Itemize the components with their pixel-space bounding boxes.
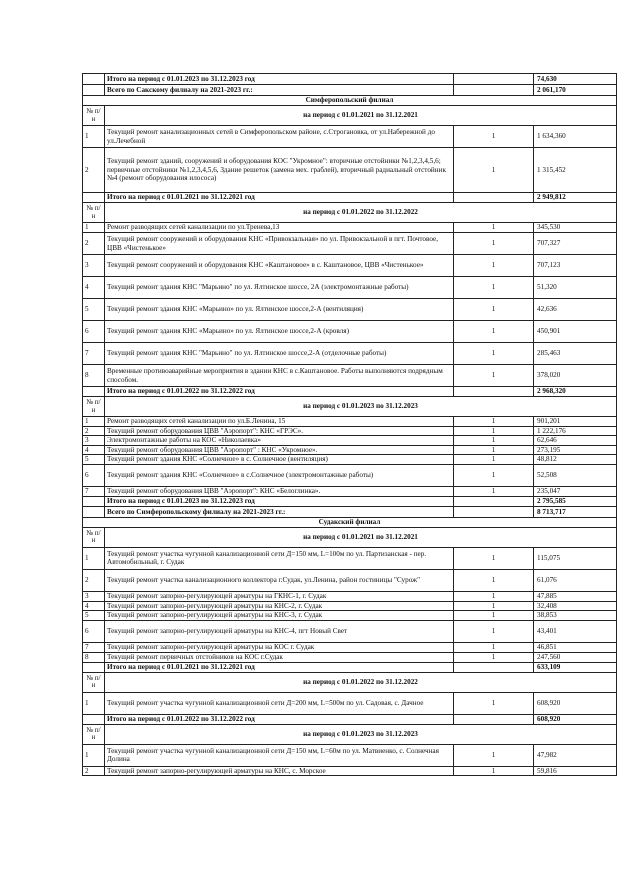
total-blank-cell <box>83 662 105 672</box>
table-row <box>83 642 617 652</box>
quantity-cell: 1 <box>454 455 534 465</box>
period-header-row <box>83 527 617 547</box>
work-description: Текущий ремонт участка канализационного коллектора г.Судак, ул.Ленина, район гостиницы "Сурож" <box>105 569 454 591</box>
row-number: 2 <box>83 426 105 436</box>
row-number: 5 <box>83 455 105 465</box>
row-number: 6 <box>83 321 105 343</box>
amount-cell: 62,646 <box>534 436 617 446</box>
row-number: 1 <box>83 744 105 766</box>
row-number: 1 <box>83 417 105 427</box>
work-description: Ремонт разводящих сетей канализации по ул.Тренева,13 <box>105 223 454 233</box>
total-row <box>83 74 617 85</box>
period-header-row <box>83 724 617 744</box>
total-sum: 2 061,170 <box>534 85 617 96</box>
amount-cell: 43,401 <box>534 620 617 642</box>
work-description: Текущий ремонт здания КНС «Солнечное» в с.Солнечное (электромонтажные работы) <box>105 464 454 486</box>
total-blank-cell <box>454 662 534 672</box>
period-header-row <box>83 203 617 223</box>
row-number: 1 <box>83 547 105 569</box>
amount-cell: 345,530 <box>534 223 617 233</box>
quantity-cell: 1 <box>454 445 534 455</box>
quantity-cell: 1 <box>454 277 534 299</box>
table-row <box>83 343 617 365</box>
amount-cell: 247,560 <box>534 652 617 662</box>
work-description: Текущий ремонт здания КНС «Марьино» по ул. Ялтинское шоссе,2-А (вентиляция) <box>105 299 454 321</box>
period-header: на период с 01.01.2021 по 31.12.2021 <box>105 106 617 126</box>
row-number: 3 <box>83 436 105 446</box>
quantity-cell: 1 <box>454 486 534 496</box>
table-row <box>83 148 617 193</box>
work-description: Текущий ремонт запорно-регулирующей арматуры на ГКНС-1, г. Судак <box>105 591 454 601</box>
quantity-cell: 1 <box>454 417 534 427</box>
table-row <box>83 321 617 343</box>
quantity-cell: 1 <box>454 692 534 714</box>
total-label: Итого на период с 01.01.2021 по 31.12.2021 год <box>105 193 454 203</box>
total-sum: 74,630 <box>534 74 617 85</box>
work-description: Текущий ремонт сооружений и оборудования КНС «Каштановое» в с. Каштановое, ЦВВ «Чистенькое» <box>105 255 454 277</box>
amount-cell: 38,853 <box>534 611 617 621</box>
table-row <box>83 591 617 601</box>
work-description: Текущий ремонт первичных отстойников на КОС г.Судак <box>105 652 454 662</box>
period-header-row <box>83 397 617 417</box>
work-description: Ремонт разводящих сетей канализации по ул.Б.Ленина, 15 <box>105 417 454 427</box>
table-row <box>83 744 617 766</box>
section-title-row <box>83 517 617 527</box>
amount-cell: 608,920 <box>534 692 617 714</box>
table-row <box>83 233 617 255</box>
period-header: на период с 01.01.2022 по 31.12.2022 <box>105 203 617 223</box>
table-row <box>83 486 617 496</box>
total-blank-cell <box>454 74 534 85</box>
table-row <box>83 365 617 387</box>
total-label: Всего по Симферопольскому филиалу на 2021-2023 гг.: <box>105 506 454 517</box>
total-row <box>83 506 617 517</box>
quantity-cell: 1 <box>454 464 534 486</box>
period-header-row <box>83 672 617 692</box>
table-row <box>83 464 617 486</box>
quantity-cell: 1 <box>454 620 534 642</box>
total-label: Всего по Сакскому филиалу на 2021-2023 гг.: <box>105 85 454 96</box>
total-blank-cell <box>83 387 105 397</box>
total-blank-cell <box>83 714 105 724</box>
section-title: Судакский филиал <box>83 517 617 527</box>
total-blank-cell <box>83 85 105 96</box>
quantity-cell: 1 <box>454 233 534 255</box>
amount-cell: 42,636 <box>534 299 617 321</box>
table-row <box>83 277 617 299</box>
quantity-cell: 1 <box>454 611 534 621</box>
quantity-cell: 1 <box>454 652 534 662</box>
quantity-cell: 1 <box>454 365 534 387</box>
amount-cell: 51,320 <box>534 277 617 299</box>
total-label: Итого на период с 01.01.2022 по 31.12.2022 год <box>105 387 454 397</box>
table-row <box>83 223 617 233</box>
total-blank-cell <box>454 387 534 397</box>
row-number: 8 <box>83 365 105 387</box>
amount-cell: 47,885 <box>534 591 617 601</box>
row-number: 7 <box>83 486 105 496</box>
quantity-cell: 1 <box>454 255 534 277</box>
total-blank-cell <box>83 74 105 85</box>
quantity-cell: 1 <box>454 426 534 436</box>
amount-cell: 115,075 <box>534 547 617 569</box>
table-row <box>83 455 617 465</box>
quantity-cell: 1 <box>454 591 534 601</box>
work-description: Текущий ремонт оборудования ЦВВ "Аэропорт" : КНС «Укромное». <box>105 445 454 455</box>
table-row <box>83 569 617 591</box>
work-description: Текущий ремонт запорно-регулирующей арматуры на КОС г. Судак <box>105 642 454 652</box>
total-row <box>83 714 617 724</box>
total-label: Итого на период с 01.01.2021 по 31.12.2021 год <box>105 662 454 672</box>
total-blank-cell <box>83 193 105 203</box>
total-sum: 608,920 <box>534 714 617 724</box>
table-row <box>83 692 617 714</box>
table-row <box>83 436 617 446</box>
total-sum: 2 968,320 <box>534 387 617 397</box>
total-blank-cell <box>83 506 105 517</box>
total-label: Итого на период с 01.01.2023 по 31.12.2023 год <box>105 74 454 85</box>
row-number: 3 <box>83 255 105 277</box>
work-description: Текущий ремонт запорно-регулирующей арматуры на КНС-3, г. Судак <box>105 611 454 621</box>
row-number: 4 <box>83 445 105 455</box>
amount-cell: 273,195 <box>534 445 617 455</box>
total-blank-cell <box>454 85 534 96</box>
period-header-row <box>83 106 617 126</box>
amount-cell: 1 222,176 <box>534 426 617 436</box>
amount-cell: 707,327 <box>534 233 617 255</box>
quantity-cell: 1 <box>454 766 534 776</box>
work-description: Текущий ремонт здания КНС «Солнечное» в с. Солнечное (вентиляция) <box>105 455 454 465</box>
total-blank-cell <box>454 193 534 203</box>
quantity-cell: 1 <box>454 642 534 652</box>
quantity-cell: 1 <box>454 126 534 148</box>
total-row <box>83 85 617 96</box>
amount-cell: 707,123 <box>534 255 617 277</box>
document-page <box>82 73 616 776</box>
row-number: 2 <box>83 233 105 255</box>
table-row <box>83 126 617 148</box>
row-number: 4 <box>83 601 105 611</box>
section-title: Симферопольский филиал <box>83 96 617 106</box>
quantity-cell: 1 <box>454 569 534 591</box>
period-header: на период с 01.01.2023 по 31.12.2023 <box>105 724 617 744</box>
work-description: Текущий ремонт участка чугунной канализационной сети Д=150 мм, L=100м по ул. Партизанская - пер. Автомобильный, г. Судак <box>105 547 454 569</box>
table-row <box>83 620 617 642</box>
repair-plan-table <box>82 73 617 776</box>
row-number: 1 <box>83 692 105 714</box>
period-header: на период с 01.01.2021 по 31.12.2021 <box>105 527 617 547</box>
work-description: Текущий ремонт канализационных сетей в Симферопольском районе, с.Строгановка, от ул.Набережной до ул.Лечебной <box>105 126 454 148</box>
work-description: Текущий ремонт участка чугунной канализационной сети Д=200 мм, L=500м по ул. Садовая, с. Дачное <box>105 692 454 714</box>
period-header: на период с 01.01.2023 по 31.12.2023 <box>105 397 617 417</box>
number-column-header: № п/н <box>83 724 105 744</box>
section-title-row <box>83 96 617 106</box>
row-number: 5 <box>83 611 105 621</box>
table-row <box>83 417 617 427</box>
total-sum: 2 949,812 <box>534 193 617 203</box>
number-column-header: № п/н <box>83 106 105 126</box>
amount-cell: 52,508 <box>534 464 617 486</box>
table-row <box>83 426 617 436</box>
total-blank-cell <box>454 714 534 724</box>
table-row <box>83 611 617 621</box>
quantity-cell: 1 <box>454 223 534 233</box>
number-column-header: № п/н <box>83 527 105 547</box>
row-number: 5 <box>83 299 105 321</box>
amount-cell: 48,812 <box>534 455 617 465</box>
quantity-cell: 1 <box>454 601 534 611</box>
work-description: Электромонтажные работы на КОС «Николаевка» <box>105 436 454 446</box>
quantity-cell: 1 <box>454 321 534 343</box>
work-description: Текущий ремонт участка чугунной канализационной сети Д=150 мм, L=60м по ул. Матвиенко, с. Солнечная Долина <box>105 744 454 766</box>
row-number: 7 <box>83 343 105 365</box>
total-blank-cell <box>454 496 534 506</box>
row-number: 7 <box>83 642 105 652</box>
table-row <box>83 601 617 611</box>
quantity-cell: 1 <box>454 436 534 446</box>
quantity-cell: 1 <box>454 299 534 321</box>
amount-cell: 1 315,452 <box>534 148 617 193</box>
amount-cell: 59,816 <box>534 766 617 776</box>
total-sum: 2 795,585 <box>534 496 617 506</box>
row-number: 1 <box>83 223 105 233</box>
row-number: 2 <box>83 766 105 776</box>
row-number: 6 <box>83 620 105 642</box>
row-number: 2 <box>83 148 105 193</box>
work-description: Текущий ремонт сооружений и оборудования КНС «Привокзальная» по ул. Привокзальной в пгт. Почтовое, ЦВВ «Чистенькое» <box>105 233 454 255</box>
total-sum: 8 713,717 <box>534 506 617 517</box>
total-row <box>83 193 617 203</box>
work-description: Текущий ремонт оборудования ЦВВ "Аэропорт": КНС «ГРЭС». <box>105 426 454 436</box>
total-blank-cell <box>454 506 534 517</box>
amount-cell: 32,408 <box>534 601 617 611</box>
quantity-cell: 1 <box>454 343 534 365</box>
total-label: Итого на период с 01.01.2023 по 31.12.2023 год <box>105 496 454 506</box>
work-description: Текущий ремонт здания КНС "Марьино" по ул. Ялтинское шоссе,2-А (отделочные работы) <box>105 343 454 365</box>
period-header: на период с 01.01.2022 по 31.12.2022 <box>105 672 617 692</box>
amount-cell: 1 634,360 <box>534 126 617 148</box>
row-number: 6 <box>83 464 105 486</box>
table-row <box>83 255 617 277</box>
number-column-header: № п/н <box>83 203 105 223</box>
table-row <box>83 547 617 569</box>
row-number: 8 <box>83 652 105 662</box>
total-row <box>83 387 617 397</box>
row-number: 4 <box>83 277 105 299</box>
number-column-header: № п/н <box>83 397 105 417</box>
total-sum: 633,109 <box>534 662 617 672</box>
quantity-cell: 1 <box>454 744 534 766</box>
work-description: Текущий ремонт здания КНС «Марьино» по ул. Ялтинское шоссе,2-А (кровля) <box>105 321 454 343</box>
row-number: 2 <box>83 569 105 591</box>
work-description: Текущий ремонт запорно-регулирующей арматуры на КНС, с. Морское <box>105 766 454 776</box>
amount-cell: 450,901 <box>534 321 617 343</box>
quantity-cell: 1 <box>454 148 534 193</box>
work-description: Временные противоаварийные мероприятия в здании КНС в с.Каштановое. Работы выполняются подрядным способом. <box>105 365 454 387</box>
amount-cell: 46,851 <box>534 642 617 652</box>
total-label: Итого на период с 01.01.2022 по 31.12.2022 год <box>105 714 454 724</box>
row-number: 1 <box>83 126 105 148</box>
row-number: 3 <box>83 591 105 601</box>
work-description: Текущий ремонт зданий, сооружений и оборудования КОС "Укромное": вторичные отстойники №1,2,3,4,5,6; первичные отстойники №1,2,3,4,5,6, Здание решеток (замена мех. граблей), вторичный радиальный отстойник №4 (ремонт оборудования илососа) <box>105 148 454 193</box>
amount-cell: 235,047 <box>534 486 617 496</box>
work-description: Текущий ремонт запорно-регулирующей арматуры на КНС-2, г. Судак <box>105 601 454 611</box>
table-row <box>83 299 617 321</box>
amount-cell: 285,463 <box>534 343 617 365</box>
quantity-cell: 1 <box>454 547 534 569</box>
table-row <box>83 766 617 776</box>
table-row <box>83 652 617 662</box>
amount-cell: 378,020 <box>534 365 617 387</box>
total-row <box>83 496 617 506</box>
total-blank-cell <box>83 496 105 506</box>
work-description: Текущий ремонт здания КНС "Марьино" по ул. Ялтинское шоссе, 2А (электромонтажные работы) <box>105 277 454 299</box>
amount-cell: 901,201 <box>534 417 617 427</box>
amount-cell: 61,076 <box>534 569 617 591</box>
total-row <box>83 662 617 672</box>
work-description: Текущий ремонт запорно-регулирующей арматуры на КНС-4, пгт Новый Свет <box>105 620 454 642</box>
amount-cell: 47,982 <box>534 744 617 766</box>
table-body <box>83 74 617 776</box>
table-row <box>83 445 617 455</box>
number-column-header: № п/н <box>83 672 105 692</box>
work-description: Текущий ремонт оборудования ЦВВ "Аэропорт": КНС «Белоглинка». <box>105 486 454 496</box>
